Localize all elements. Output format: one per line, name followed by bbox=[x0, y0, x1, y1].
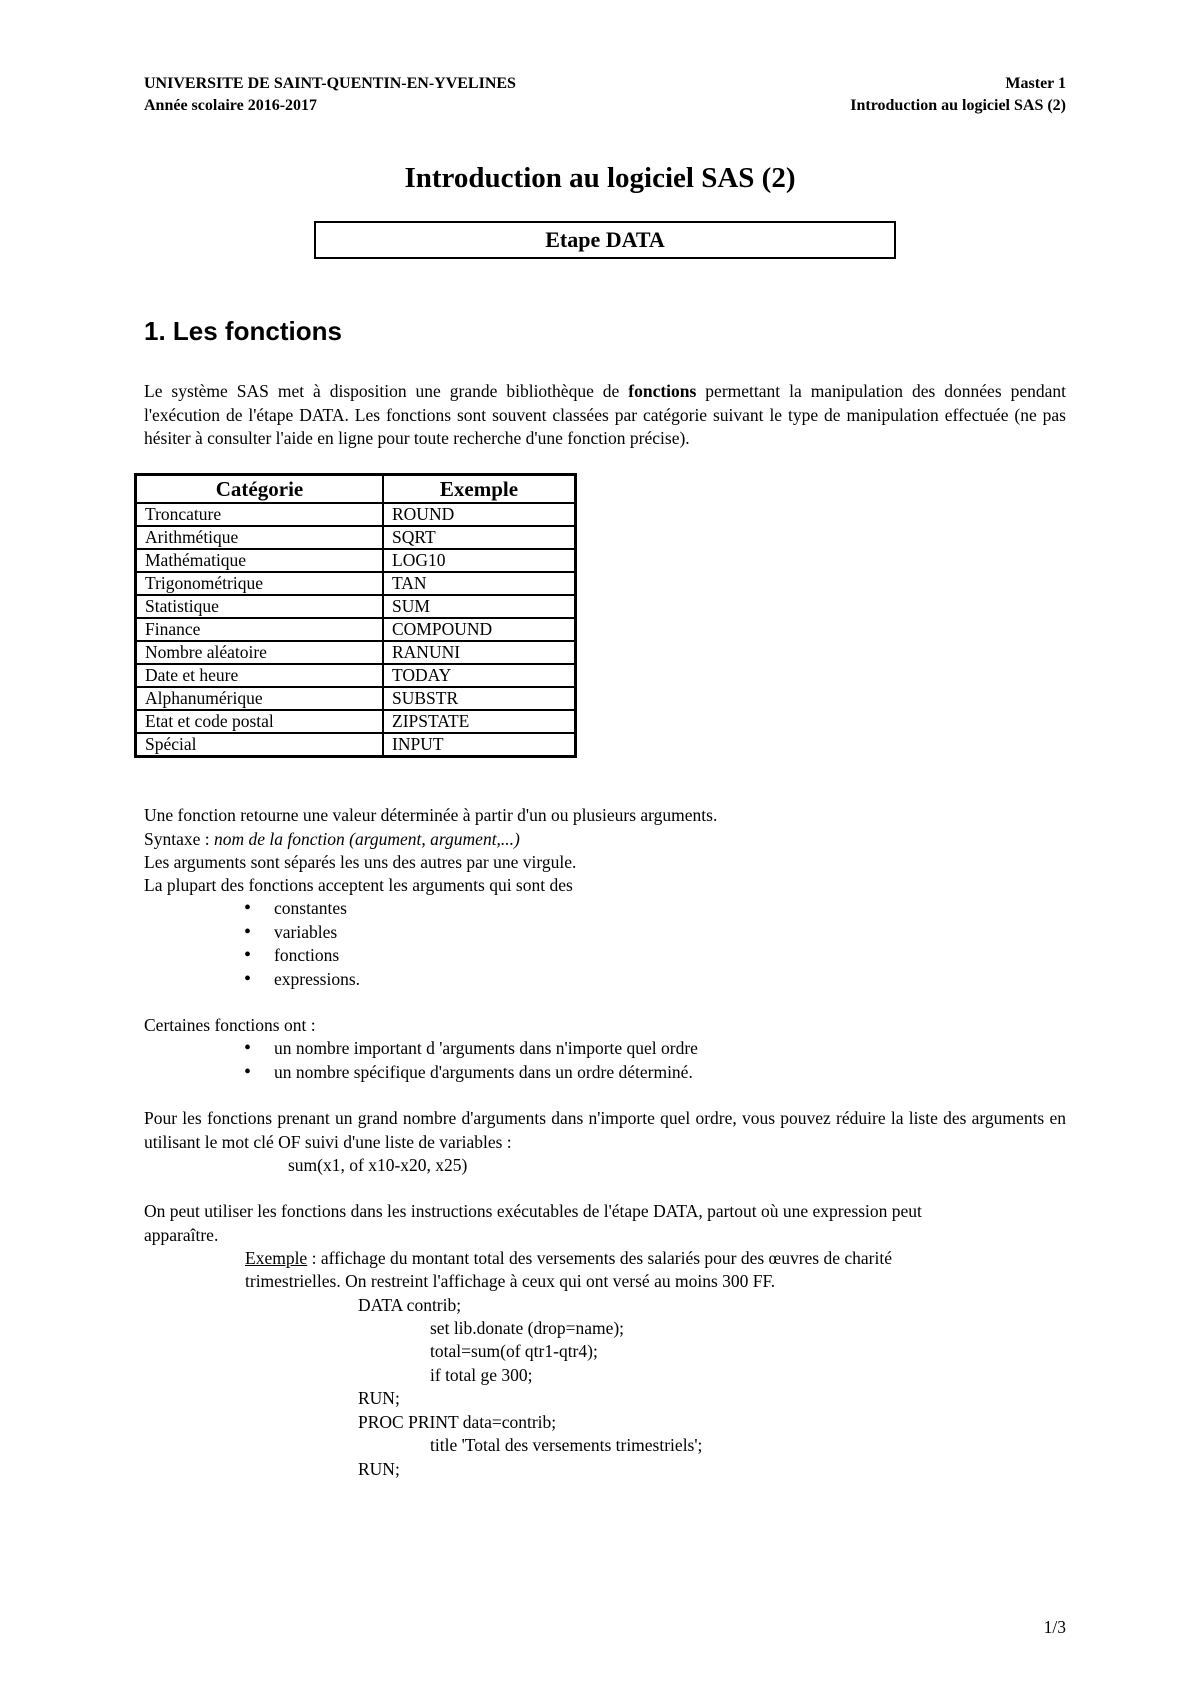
table-cell: TAN bbox=[383, 572, 576, 595]
table-cell: Alphanumérique bbox=[136, 687, 384, 710]
table-row bbox=[136, 595, 576, 618]
code-line: title 'Total des versements trimestriels'; bbox=[430, 1435, 703, 1455]
table-cell: Arithmétique bbox=[136, 526, 384, 549]
code-line: RUN; bbox=[358, 1459, 400, 1479]
table-cell: Etat et code postal bbox=[136, 710, 384, 733]
header-course: Introduction au logiciel SAS (2) bbox=[850, 97, 1066, 114]
table-cell: TODAY bbox=[383, 664, 576, 687]
intro-paragraph bbox=[144, 380, 1066, 451]
table-cell: SUBSTR bbox=[383, 687, 576, 710]
body-line: apparaître. bbox=[144, 1225, 219, 1245]
list-item: • un nombre spécifique d'arguments dans un ordre déterminé. bbox=[244, 1061, 698, 1085]
table-cell: SUM bbox=[383, 595, 576, 618]
body-line: On peut utiliser les fonctions dans les instructions exécutables de l'étape DATA, partout où une expression peut bbox=[144, 1201, 922, 1221]
header-level: Master 1 bbox=[1005, 75, 1066, 92]
table-cell: Troncature bbox=[136, 503, 384, 526]
section-heading: 1. Les fonctions bbox=[144, 316, 342, 346]
list-item: • constantes bbox=[244, 897, 360, 921]
table-cell: Finance bbox=[136, 618, 384, 641]
code-line: if total ge 300; bbox=[430, 1365, 533, 1385]
table-cell: Spécial bbox=[136, 733, 384, 757]
table-cell: ROUND bbox=[383, 503, 576, 526]
table-cell: Statistique bbox=[136, 595, 384, 618]
certaines-list bbox=[244, 1037, 698, 1084]
exemple-line bbox=[245, 1247, 892, 1271]
code-line: total=sum(of qtr1-qtr4); bbox=[430, 1341, 598, 1361]
table-row bbox=[136, 664, 576, 687]
exemple-line-2: trimestrielles. On restreint l'affichage à ceux qui ont versé au moins 300 FF. bbox=[245, 1271, 776, 1291]
code-line: RUN; bbox=[358, 1388, 400, 1408]
exemple-label: Exemple bbox=[245, 1248, 308, 1268]
table-row bbox=[136, 641, 576, 664]
body-line: Certaines fonctions ont : bbox=[144, 1015, 316, 1035]
table-row bbox=[136, 687, 576, 710]
syntax-label: Syntaxe : bbox=[144, 829, 214, 849]
table-row bbox=[136, 572, 576, 595]
exemple-text: : affichage du montant total des versements des salariés pour des œuvres de charité bbox=[307, 1248, 892, 1268]
table-header-cell: Catégorie bbox=[136, 475, 384, 504]
syntax-line bbox=[144, 828, 520, 852]
list-item: • un nombre important d 'arguments dans n'importe quel ordre bbox=[244, 1037, 698, 1061]
table-cell: SQRT bbox=[383, 526, 576, 549]
table-row bbox=[136, 503, 576, 526]
table-row bbox=[136, 618, 576, 641]
list-item: • variables bbox=[244, 921, 360, 945]
function-category-table bbox=[134, 473, 577, 758]
intro-text-bold: fonctions bbox=[628, 381, 697, 401]
syntax-value: nom de la fonction (argument, argument,...) bbox=[214, 829, 520, 849]
table-header-row bbox=[136, 475, 576, 504]
table-header-cell: Exemple bbox=[383, 475, 576, 504]
table-row bbox=[136, 526, 576, 549]
code-line: set lib.donate (drop=name); bbox=[430, 1318, 625, 1338]
table-cell: Nombre aléatoire bbox=[136, 641, 384, 664]
page-number: 1/3 bbox=[1043, 1617, 1066, 1637]
page-title: Introduction au logiciel SAS (2) bbox=[404, 162, 796, 194]
header-university: UNIVERSITE DE SAINT-QUENTIN-EN-YVELINES bbox=[144, 75, 516, 92]
table-row bbox=[136, 710, 576, 733]
box-title: Etape DATA bbox=[314, 221, 896, 259]
of-paragraph: Pour les fonctions prenant un grand nombre d'arguments dans n'importe quel ordre, vous pouvez réduire la liste des arguments en utilisant le mot clé OF suivi d'une liste de variables : bbox=[144, 1108, 1066, 1152]
table-row bbox=[136, 733, 576, 757]
table-cell: ZIPSTATE bbox=[383, 710, 576, 733]
table-cell: Trigonométrique bbox=[136, 572, 384, 595]
sum-example: sum(x1, of x10-x20, x25) bbox=[288, 1155, 468, 1175]
table-cell: RANUNI bbox=[383, 641, 576, 664]
table-cell: LOG10 bbox=[383, 549, 576, 572]
code-line: PROC PRINT data=contrib; bbox=[358, 1412, 557, 1432]
intro-text-post: permettant la manipulation des données pendant l'exécution de l'étape DATA. Les fonctions sont souvent classées par catégorie suivant le type de manipulation effectuée (ne pas hésiter à consulter l'aide en ligne pour toute recherche d'une fonction précise). bbox=[144, 381, 1066, 448]
header-year: Année scolaire 2016-2017 bbox=[144, 97, 318, 114]
table-cell: INPUT bbox=[383, 733, 576, 757]
intro-text-pre: Le système SAS met à disposition une grande bibliothèque de bbox=[144, 381, 629, 401]
body-line: La plupart des fonctions acceptent les arguments qui sont des bbox=[144, 875, 573, 895]
table-cell: Mathématique bbox=[136, 549, 384, 572]
body-line: Les arguments sont séparés les uns des autres par une virgule. bbox=[144, 852, 577, 872]
code-line: DATA contrib; bbox=[358, 1295, 462, 1315]
list-item: • expressions. bbox=[244, 968, 360, 992]
table-row bbox=[136, 549, 576, 572]
argument-list bbox=[244, 897, 360, 991]
list-item: • fonctions bbox=[244, 944, 360, 968]
table-cell: Date et heure bbox=[136, 664, 384, 687]
body-line: Une fonction retourne une valeur déterminée à partir d'un ou plusieurs arguments. bbox=[144, 805, 718, 825]
table-cell: COMPOUND bbox=[383, 618, 576, 641]
